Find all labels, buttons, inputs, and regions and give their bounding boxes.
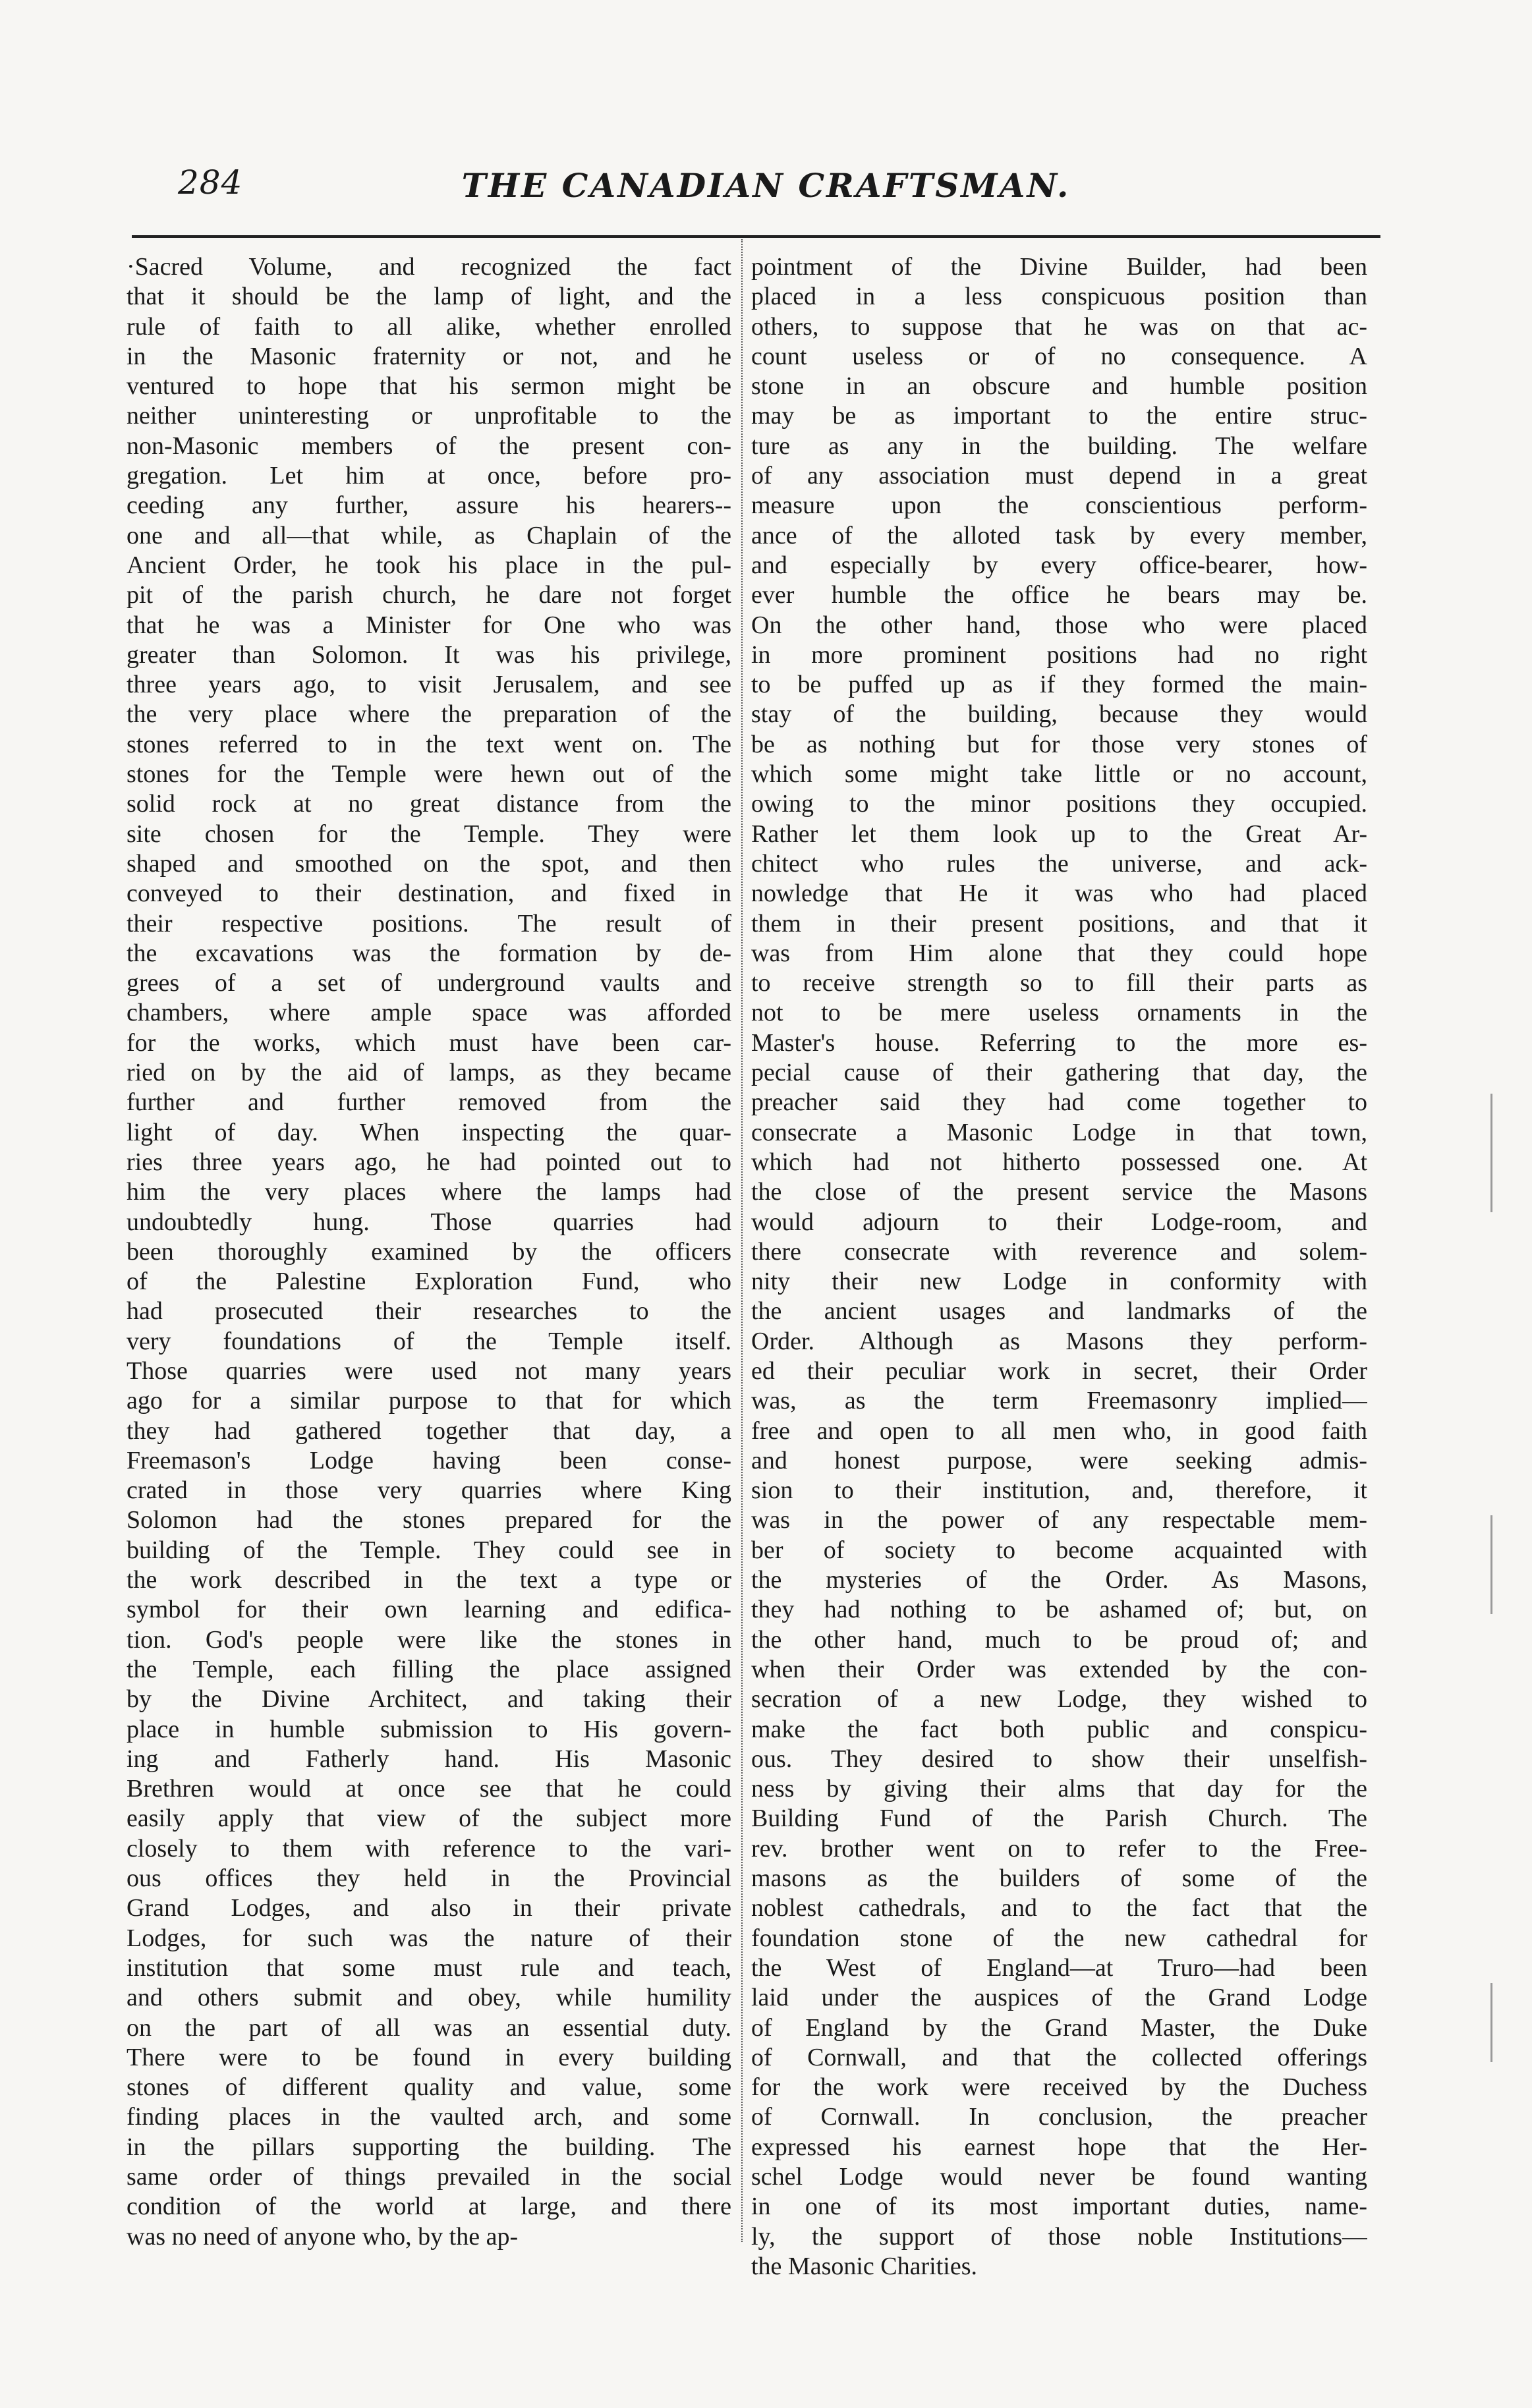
text-line: finding places in the vaulted arch, and some: [127, 2103, 731, 2131]
text-line: shaped and smoothed on the spot, and then: [127, 849, 731, 878]
text-line: building of the Temple. They could see in: [127, 1536, 731, 1564]
text-line: of the Palestine Exploration Fund, who: [127, 1268, 731, 1296]
text-line: ed their peculiar work in secret, their Order: [751, 1357, 1367, 1385]
text-line: Master's house. Referring to the more es-: [751, 1028, 1367, 1057]
text-line: nity their new Lodge in conformity with: [751, 1268, 1367, 1296]
margin-scan-mark: [1490, 1983, 1492, 2062]
text-line: Order. Although as Masons they perform-: [751, 1327, 1367, 1355]
text-line: greater than Solomon. It was his privilege,: [127, 640, 731, 669]
text-line: institution that some must rule and teach,: [127, 1953, 731, 1982]
text-line: make the fact both public and conspicu-: [751, 1715, 1367, 1743]
text-line: symbol for their own learning and edifica-: [127, 1596, 731, 1624]
text-line: the Masonic Charities.: [751, 2252, 977, 2280]
text-line: was no need of anyone who, by the ap-: [127, 2222, 519, 2251]
text-line: the Temple, each filling the place assigned: [127, 1655, 731, 1683]
text-line: non-Masonic members of the present con-: [127, 432, 731, 460]
text-line: was in the power of any respectable mem-: [751, 1506, 1367, 1534]
header-rule: [132, 235, 1380, 238]
text-line: ous. They desired to show their unselfish-: [751, 1745, 1367, 1773]
text-line: place in humble submission to His govern-: [127, 1715, 731, 1743]
text-line: Lodges, for such was the nature of their: [127, 1924, 731, 1952]
text-line: of Cornwall. In conclusion, the preacher: [751, 2103, 1367, 2131]
text-line: the West of England—at Truro—had been: [751, 1953, 1367, 1982]
text-line: chambers, where ample space was afforded: [127, 999, 731, 1027]
text-line: of Cornwall, and that the collected offerings: [751, 2043, 1367, 2071]
text-line: to be puffed up as if they formed the main-: [751, 671, 1367, 699]
text-line: grees of a set of underground vaults and: [127, 969, 731, 997]
text-line: Rather let them look up to the Great Ar-: [751, 820, 1367, 848]
text-line: preacher said they had come together to: [751, 1088, 1367, 1117]
text-line: Freemason's Lodge having been conse-: [127, 1446, 731, 1474]
text-line: that he was a Minister for One who was: [127, 611, 731, 639]
text-line: ance of the alloted task by every member,: [751, 521, 1367, 549]
text-line: ceeding any further, assure his hearers--: [127, 491, 731, 520]
text-line: ago for a similar purpose to that for which: [127, 1387, 731, 1415]
text-line: to receive strength so to fill their parts as: [751, 969, 1367, 997]
text-line: the close of the present service the Masons: [751, 1178, 1367, 1206]
text-line: sion to their institution, and, therefore, it: [751, 1476, 1367, 1505]
text-line: ventured to hope that his sermon might be: [127, 372, 731, 401]
text-line: ing and Fatherly hand. His Masonic: [127, 1745, 731, 1773]
text-line: Grand Lodges, and also in their private: [127, 1894, 731, 1922]
text-line: for the works, which must have been car-: [127, 1028, 731, 1057]
text-line: which some might take little or no account,: [751, 760, 1367, 789]
text-line: others, to suppose that he was on that ac-: [751, 312, 1367, 341]
text-line: in the pillars supporting the building. The: [127, 2133, 731, 2161]
text-line: conveyed to their destination, and fixed in: [127, 880, 731, 908]
text-line: noblest cathedrals, and to the fact that the: [751, 1894, 1367, 1922]
margin-scan-mark: [1490, 1515, 1492, 1614]
text-line: site chosen for the Temple. They were: [127, 820, 731, 848]
text-line: rev. brother went on to refer to the Free-: [751, 1834, 1367, 1862]
text-line: solid rock at no great distance from the: [127, 790, 731, 818]
text-line: light of day. When inspecting the quar-: [127, 1118, 731, 1146]
text-line: pointment of the Divine Builder, had been: [751, 253, 1367, 281]
text-line: in the Masonic fraternity or not, and he: [127, 342, 731, 370]
text-line: on the part of all was an essential duty.: [127, 2013, 731, 2042]
text-line: ried on by the aid of lamps, as they became: [127, 1059, 731, 1087]
text-line: had prosecuted their researches to the: [127, 1297, 731, 1326]
text-line: one and all—that while, as Chaplain of the: [127, 521, 731, 549]
text-line: same order of things prevailed in the social: [127, 2163, 731, 2191]
text-line: ly, the support of those noble Institutions—: [751, 2222, 1367, 2251]
text-line: schel Lodge would never be found wanting: [751, 2163, 1367, 2191]
text-line: easily apply that view of the subject more: [127, 1805, 731, 1833]
text-line: may be as important to the entire struc-: [751, 402, 1367, 430]
text-line: for the work were received by the Duchess: [751, 2073, 1367, 2102]
text-line: crated in those very quarries where King: [127, 1476, 731, 1505]
text-line: placed in a less conspicuous position than: [751, 283, 1367, 311]
text-line: they had gathered together that day, a: [127, 1416, 731, 1445]
text-line: ·Sacred Volume, and recognized the fact: [127, 253, 731, 281]
text-line: ever humble the office he bears may be.: [751, 581, 1367, 609]
text-line: Ancient Order, he took his place in the pul-: [127, 551, 731, 579]
text-line: which had not hitherto possessed one. At: [751, 1148, 1367, 1176]
text-line: ness by giving their alms that day for the: [751, 1775, 1367, 1803]
text-line: stones of different quality and value, some: [127, 2073, 731, 2102]
text-line: them in their present positions, and that it: [751, 909, 1367, 938]
text-line: of any association must depend in a great: [751, 462, 1367, 490]
running-head-title: THE CANADIAN CRAFTSMAN.: [461, 166, 1071, 205]
text-line: and especially by every office-bearer, how-: [751, 551, 1367, 579]
text-line: when their Order was extended by the con-: [751, 1655, 1367, 1683]
text-line: There were to be found in every building: [127, 2043, 731, 2071]
text-line: foundation stone of the new cathedral for: [751, 1924, 1367, 1952]
text-line: three years ago, to visit Jerusalem, and see: [127, 671, 731, 699]
text-line: nowledge that He it was who had placed: [751, 880, 1367, 908]
text-line: in more prominent positions had no right: [751, 640, 1367, 669]
text-line: their respective positions. The result of: [127, 909, 731, 938]
text-line: in one of its most important duties, name-: [751, 2193, 1367, 2221]
text-line: not to be mere useless ornaments in the: [751, 999, 1367, 1027]
text-line: and honest purpose, were seeking admis-: [751, 1446, 1367, 1474]
text-line: tion. God's people were like the stones in: [127, 1625, 731, 1654]
text-line: ture as any in the building. The welfare: [751, 432, 1367, 460]
text-line: measure upon the conscientious perform-: [751, 491, 1367, 520]
text-line: of England by the Grand Master, the Duke: [751, 2013, 1367, 2042]
text-line: the other hand, much to be proud of; and: [751, 1625, 1367, 1654]
text-line: was, as the term Freemasonry implied—: [751, 1387, 1367, 1415]
text-line: the very place where the preparation of the: [127, 700, 731, 729]
text-line: count useless or of no consequence. A: [751, 342, 1367, 370]
article-left-column: [127, 252, 731, 2252]
text-line: him the very places where the lamps had: [127, 1178, 731, 1206]
margin-scan-mark: [1490, 1094, 1492, 1212]
text-line: pecial cause of their gathering that day, the: [751, 1059, 1367, 1087]
text-line: Building Fund of the Parish Church. The: [751, 1805, 1367, 1833]
text-line: been thoroughly examined by the officers: [127, 1237, 731, 1266]
article-right-column: [751, 252, 1367, 2282]
text-line: ber of society to become acquainted with: [751, 1536, 1367, 1564]
text-line: by the Divine Architect, and taking their: [127, 1685, 731, 1714]
text-line: laid under the auspices of the Grand Lodge: [751, 1984, 1367, 2012]
text-line: further and further removed from the: [127, 1088, 731, 1117]
text-line: would adjourn to their Lodge-room, and: [751, 1208, 1367, 1236]
text-line: rule of faith to all alike, whether enrolled: [127, 312, 731, 341]
text-line: that it should be the lamp of light, and the: [127, 283, 731, 311]
text-line: was from Him alone that they could hope: [751, 939, 1367, 967]
text-line: stay of the building, because they would: [751, 700, 1367, 729]
text-line: the ancient usages and landmarks of the: [751, 1297, 1367, 1326]
text-line: consecrate a Masonic Lodge in that town,: [751, 1118, 1367, 1146]
page-number: 284: [178, 163, 243, 202]
text-line: owing to the minor positions they occupied.: [751, 790, 1367, 818]
text-line: stone in an obscure and humble position: [751, 372, 1367, 401]
text-line: they had nothing to be ashamed of; but, on: [751, 1596, 1367, 1624]
text-line: masons as the builders of some of the: [751, 1864, 1367, 1893]
text-line: and others submit and obey, while humility: [127, 1984, 731, 2012]
column-divider: [741, 239, 743, 2242]
text-line: stones for the Temple were hewn out of the: [127, 760, 731, 789]
text-line: Brethren would at once see that he could: [127, 1775, 731, 1803]
text-line: undoubtedly hung. Those quarries had: [127, 1208, 731, 1236]
text-line: gregation. Let him at once, before pro-: [127, 462, 731, 490]
text-line: expressed his earnest hope that the Her-: [751, 2133, 1367, 2161]
text-line: pit of the parish church, he dare not forget: [127, 581, 731, 609]
text-line: the excavations was the formation by de-: [127, 939, 731, 967]
text-line: free and open to all men who, in good faith: [751, 1416, 1367, 1445]
text-line: Those quarries were used not many years: [127, 1357, 731, 1385]
text-line: the mysteries of the Order. As Masons,: [751, 1566, 1367, 1594]
text-line: chitect who rules the universe, and ack-: [751, 849, 1367, 878]
text-line: very foundations of the Temple itself.: [127, 1327, 731, 1355]
text-line: ries three years ago, he had pointed out to: [127, 1148, 731, 1176]
text-line: there consecrate with reverence and solem-: [751, 1237, 1367, 1266]
text-line: ous offices they held in the Provincial: [127, 1864, 731, 1893]
text-line: closely to them with reference to the vari-: [127, 1834, 731, 1862]
text-line: neither uninteresting or unprofitable to the: [127, 402, 731, 430]
text-line: On the other hand, those who were placed: [751, 611, 1367, 639]
text-line: the work described in the text a type or: [127, 1566, 731, 1594]
text-line: stones referred to in the text went on. The: [127, 730, 731, 758]
text-line: Solomon had the stones prepared for the: [127, 1506, 731, 1534]
text-line: be as nothing but for those very stones of: [751, 730, 1367, 758]
text-line: condition of the world at large, and there: [127, 2193, 731, 2221]
text-line: secration of a new Lodge, they wished to: [751, 1685, 1367, 1714]
